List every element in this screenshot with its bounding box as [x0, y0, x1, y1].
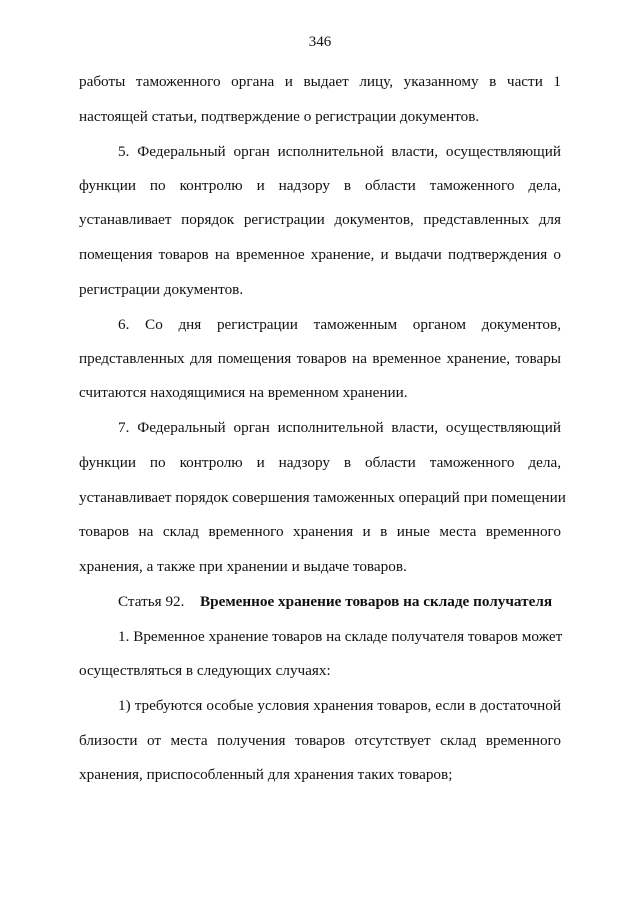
- text-line: 7. Федеральный орган исполнительной власти, осуществляющий: [118, 419, 561, 436]
- text-line: устанавливает порядок совершения таможенных операций при помещении: [79, 489, 566, 506]
- text-line: 1) требуются особые условия хранения товаров, если в достаточной: [118, 697, 561, 714]
- text-line: работы таможенного органа и выдает лицу, указанному в части 1: [79, 73, 561, 90]
- text-line: осуществляться в следующих случаях:: [79, 662, 331, 679]
- page-number: 346: [308, 34, 332, 50]
- article-number: Статья 92.: [118, 593, 185, 610]
- article-title: Временное хранение товаров на складе получателя: [200, 593, 553, 610]
- text-line: 1. Временное хранение товаров на складе получателя товаров может: [118, 628, 563, 645]
- text-line: устанавливает порядок регистрации документов, представленных для: [79, 211, 561, 228]
- text-line: близости от места получения товаров отсутствует склад временного: [79, 732, 561, 749]
- text-line: 5. Федеральный орган исполнительной власти, осуществляющий: [118, 143, 561, 160]
- text-line: 6. Со дня регистрации таможенным органом документов,: [118, 316, 561, 333]
- text-line: помещения товаров на временное хранение, и выдачи подтверждения о: [79, 246, 561, 263]
- article-heading: [118, 592, 561, 612]
- text-line: настоящей статьи, подтверждение о регистрации документов.: [79, 108, 480, 125]
- text-line: регистрации документов.: [79, 281, 244, 298]
- text-line: товаров на склад временного хранения и в иные места временного: [79, 523, 561, 540]
- text-line: представленных для помещения товаров на временное хранение, товары: [79, 350, 561, 367]
- text-line: хранения, приспособленный для хранения таких товаров;: [79, 766, 453, 783]
- text-line: считаются находящимися на временном хранении.: [79, 384, 408, 401]
- text-line: функции по контролю и надзору в области таможенного дела,: [79, 177, 561, 194]
- text-line: хранения, а также при хранении и выдаче товаров.: [79, 558, 407, 575]
- text-line: функции по контролю и надзору в области таможенного дела,: [79, 454, 561, 471]
